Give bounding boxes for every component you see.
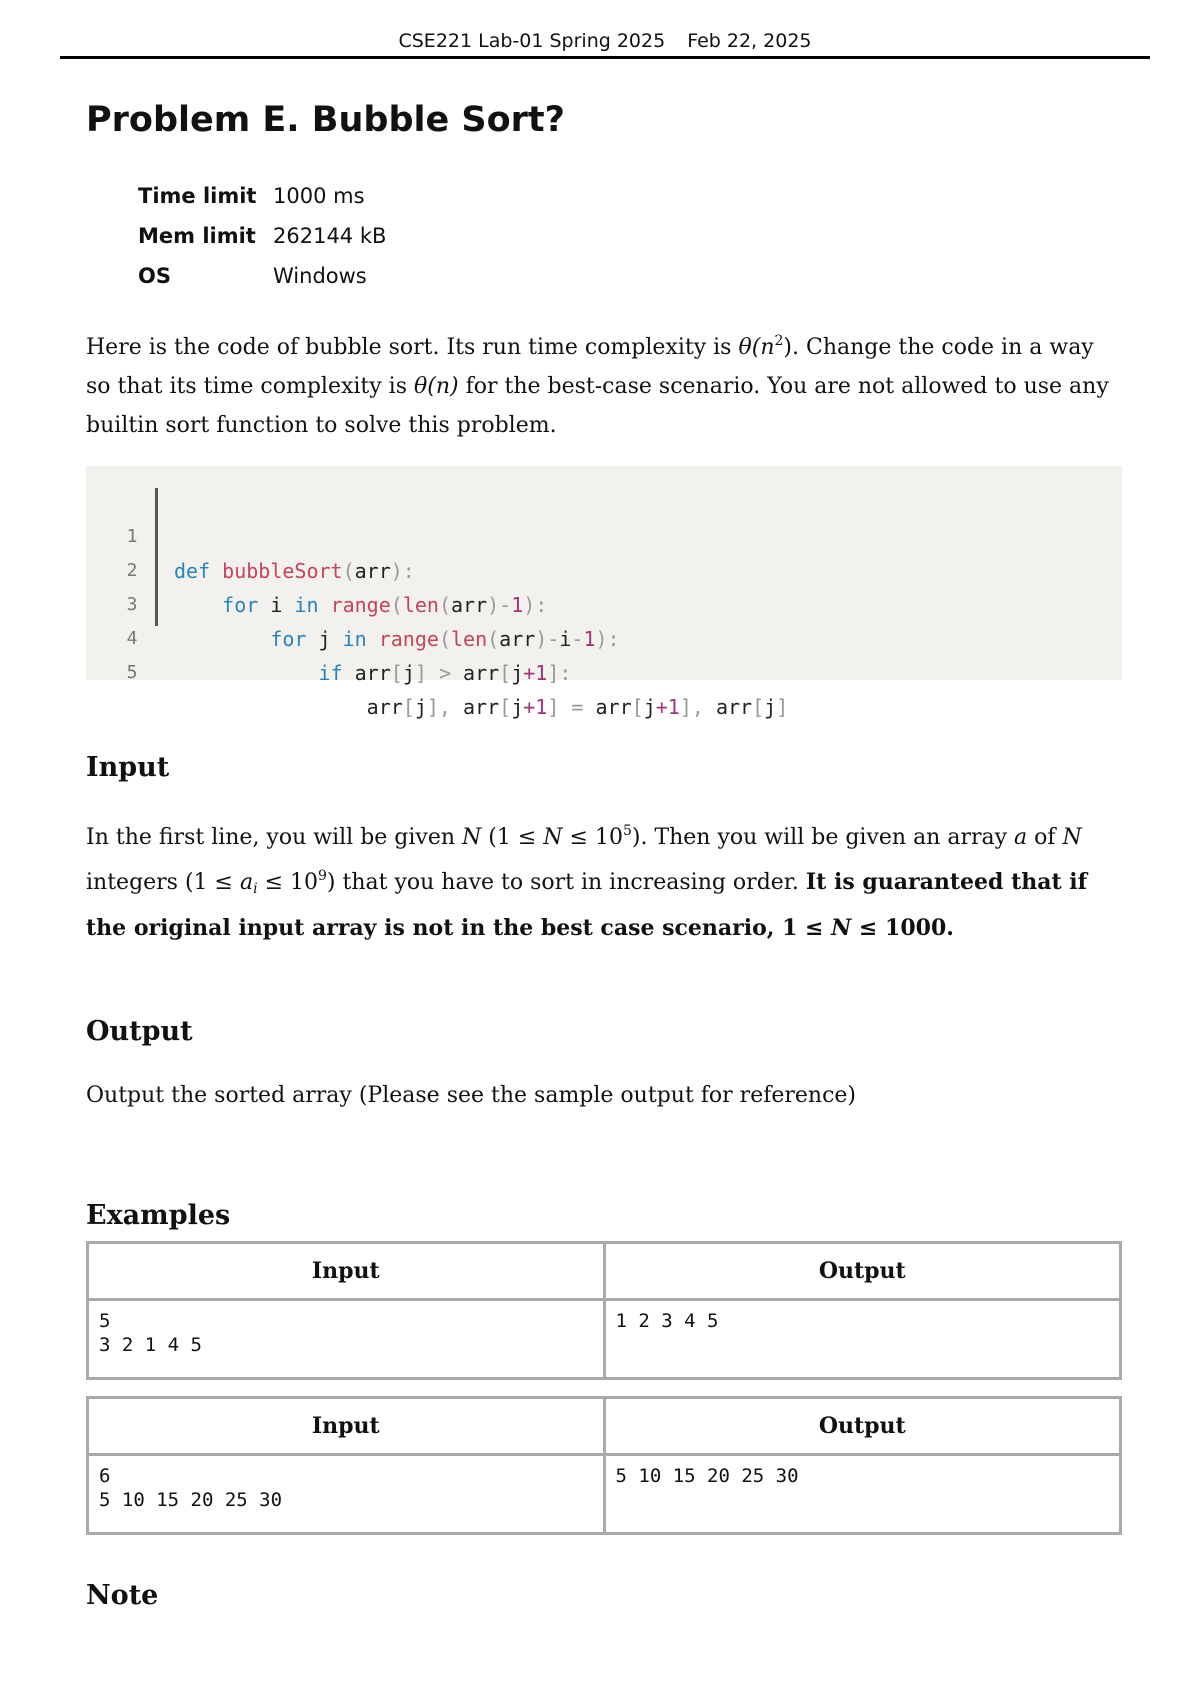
example-output-header: Output [604, 1398, 1121, 1455]
problem-statement [86, 322, 1121, 445]
guarantee-text: ≤ 1000. [851, 915, 954, 941]
example-output-header: Output [604, 1243, 1121, 1300]
code-line-text: for i in range(len(arr)-1): [222, 593, 548, 617]
example-header-row [88, 1398, 1121, 1455]
code-line [86, 486, 415, 583]
example-input-cell: 6 5 10 15 20 25 30 [88, 1455, 605, 1534]
time-limit-row [138, 181, 386, 221]
input-exponent: 9 [318, 868, 327, 884]
input-text: of [1027, 825, 1063, 850]
limits-block [138, 181, 386, 301]
output-heading: Output [86, 1016, 193, 1047]
input-math: N [462, 825, 482, 850]
example-table [86, 1396, 1122, 1535]
problem-title: Problem E. Bubble Sort? [86, 100, 565, 140]
example-row [88, 1455, 1121, 1534]
examples-heading: Examples [86, 1200, 231, 1231]
mem-limit-row [138, 221, 386, 261]
code-line-text: if arr[j] > arr[j+1]: [318, 661, 572, 685]
input-text: (1 ≤ [481, 825, 544, 850]
time-limit-value: 1000 ms [273, 184, 365, 208]
code-line-number: 1 [126, 526, 138, 547]
example-header-row [88, 1243, 1121, 1300]
statement-text-3: for the best-case scenario. You are not allowed to use any builtin sort function to solve this problem. [86, 374, 1109, 438]
os-value: Windows [273, 264, 367, 288]
input-text: ≤ 10 [257, 870, 318, 895]
input-text: integers (1 ≤ [86, 870, 240, 895]
example-input-header: Input [88, 1243, 605, 1300]
mem-limit-label: Mem limit [138, 224, 256, 248]
statement-exponent: 2 [774, 333, 784, 349]
code-line-text: def bubbleSort(arr): [174, 559, 415, 583]
code-line-text: for j in range(len(arr)-i-1): [270, 627, 620, 651]
course-label: CSE221 Lab-01 Spring 2025 [398, 30, 666, 52]
statement-text-2: . Change the code in a way so that its time complexity is [86, 335, 1094, 399]
input-text: ). Then you will be given an array [631, 825, 1015, 850]
statement-math-1: θ(n [738, 335, 775, 360]
code-line-rule [155, 488, 158, 626]
input-heading: Input [86, 752, 170, 783]
example-output-cell: 1 2 3 4 5 [604, 1300, 1121, 1379]
os-label: OS [138, 264, 171, 288]
code-line-number: 2 [126, 560, 138, 581]
input-text: ≤ 10 [562, 825, 623, 850]
example-row [88, 1300, 1121, 1379]
example-input-header: Input [88, 1398, 605, 1455]
statement-math-1-close: ) [783, 335, 792, 360]
guarantee-text: It is guaranteed that if the original input array is not in the best case scenario, 1 ≤ [86, 869, 1088, 941]
code-line-number: 3 [126, 594, 138, 615]
input-math: N [543, 825, 563, 850]
input-text: ) that you have to sort in increasing order. [326, 870, 806, 895]
input-math: a [239, 870, 254, 895]
time-limit-label: Time limit [138, 184, 257, 208]
input-description [86, 812, 1121, 948]
input-math: a [1014, 825, 1028, 850]
statement-math-2: θ(n) [414, 374, 459, 399]
code-line-number: 4 [126, 628, 138, 649]
input-exponent: 5 [622, 823, 632, 839]
os-row [138, 261, 386, 301]
output-description: Output the sorted array (Please see the sample output for reference) [86, 1083, 856, 1108]
code-line-text: arr[j], arr[j+1] = arr[j+1], arr[j] [174, 695, 789, 719]
example-input-cell: 5 3 2 1 4 5 [88, 1300, 605, 1379]
note-heading: Note [86, 1580, 159, 1611]
example-table [86, 1241, 1122, 1380]
header-date: Feb 22, 2025 [687, 30, 812, 52]
mem-limit-value: 262144 kB [273, 224, 387, 248]
code-line-number: 5 [126, 662, 138, 683]
statement-text-1: Here is the code of bubble sort. Its run time complexity is [86, 335, 739, 360]
input-text: In the first line, you will be given [86, 825, 463, 850]
example-output-cell: 5 10 15 20 25 30 [604, 1455, 1121, 1534]
guarantee-math: N [831, 915, 852, 941]
code-block [86, 466, 1122, 719]
input-math: N [1062, 825, 1082, 850]
input-subscript: i [253, 881, 258, 897]
page-header [60, 26, 1150, 59]
